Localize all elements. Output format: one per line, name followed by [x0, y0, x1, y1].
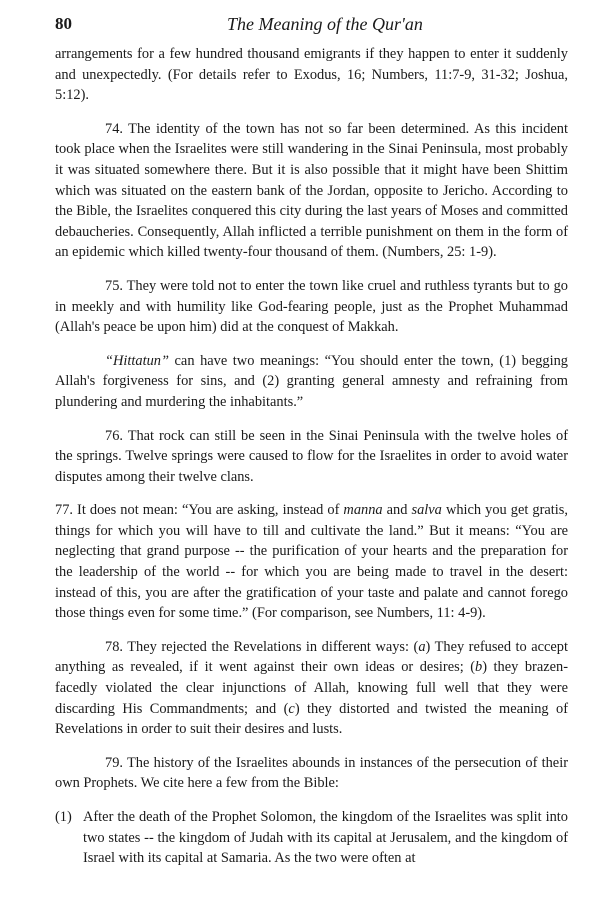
- note-78-part: ) they distorted and twisted the meaning of Revelations in order to suit their desires and lusts.: [55, 700, 568, 738]
- page-header: [55, 14, 568, 44]
- list-item: [55, 807, 568, 869]
- note-77: [55, 500, 568, 624]
- term-manna: manna: [343, 502, 383, 519]
- note-78-part: ) they brazen-facedly violated the clear injunctions of Allah, knowing full well that they were discarding His Commandments; and (: [55, 659, 568, 717]
- note-77-part: and: [382, 502, 412, 519]
- paragraph-continuation: arrangements for a few hundred thousand emigrants if they happen to enter it suddenly and unexpectedly. (For details refer to Exodus, 16; Numbers, 11:7-9, 31-32; Joshua, 5:12).: [55, 46, 568, 104]
- note-78-part: ) They refused to accept anything as revealed, if it went against their own ideas or desires; (: [55, 638, 568, 676]
- page-number: 80: [55, 14, 72, 33]
- hittatun-text: can have two meanings: “You should enter the town, (1) begging Allah's forgiveness for sins, and (2) granting general amnesty and refraining from plundering and murdering the inhabitants.”: [55, 352, 568, 410]
- marker-a: a: [418, 638, 426, 655]
- note-75-hittatun: [55, 351, 568, 413]
- body-text: [55, 44, 568, 869]
- list-item-text: After the death of the Prophet Solomon, the kingdom of the Israelites was split into two states -- the kingdom of Judah with its capital at Jerusalem, and the kingdom of Israel with its capital at Samaria. As the two were often at: [83, 809, 568, 867]
- list-marker: (1): [55, 809, 72, 825]
- note-78: [55, 637, 568, 740]
- note-77-part: which you get gratis, things for which you will have to till and cultivate the land.” But it means: “You are neglecting that grand purpose -- the purification of your hearts and the preparation for the leadership of the world -- for which you are being made to travel in the desert: instead of this, you are after the gratification of your taste and palate and cannot forego those things even for some time.” (For comparison, see Numbers, 11: 4-9).: [55, 502, 568, 622]
- note-77-part: 77. It does not mean: “You are asking, instead of: [55, 502, 344, 519]
- running-title: The Meaning of the Qur'an: [227, 14, 423, 34]
- note-76: 76. That rock can still be seen in the Sinai Peninsula with the twelve holes of the springs. Twelve springs were caused to flow for the Israelites in order to avoid water disputes among their twelve clans.: [55, 427, 568, 485]
- marker-c: c: [288, 700, 295, 717]
- term-salva: salva: [411, 502, 442, 519]
- marker-b: b: [475, 659, 483, 676]
- note-74: 74. The identity of the town has not so far been determined. As this incident took place when the Israelites were still wandering in the Sinai Peninsula, most probably it was situated somewhere there. But it is also possible that it might have been Shittim which was situated on the eastern bank of the Jordan, opposite to Jericho. According to the Bible, the Israelites conquered this city during the last years of Moses and committed debaucheries. Consequently, Allah inflicted a terrible punishment on them in the form of an epidemic which killed twenty-four thousand of them. (Numbers, 25: 1-9).: [55, 120, 568, 261]
- note-75: 75. They were told not to enter the town like cruel and ruthless tyrants but to go in meekly and with humility like God-fearing people, just as the Prophet Muhammad (Allah's peace be upon him) did at the conquest of Makkah.: [55, 277, 568, 336]
- note-79: 79. The history of the Israelites abounds in instances of the persecution of their own Prophets. We cite here a few from the Bible:: [55, 754, 568, 792]
- note-78-part: 78. They rejected the Revelations in different ways: (: [105, 638, 419, 655]
- term-hittatun: “Hittatun”: [105, 352, 169, 369]
